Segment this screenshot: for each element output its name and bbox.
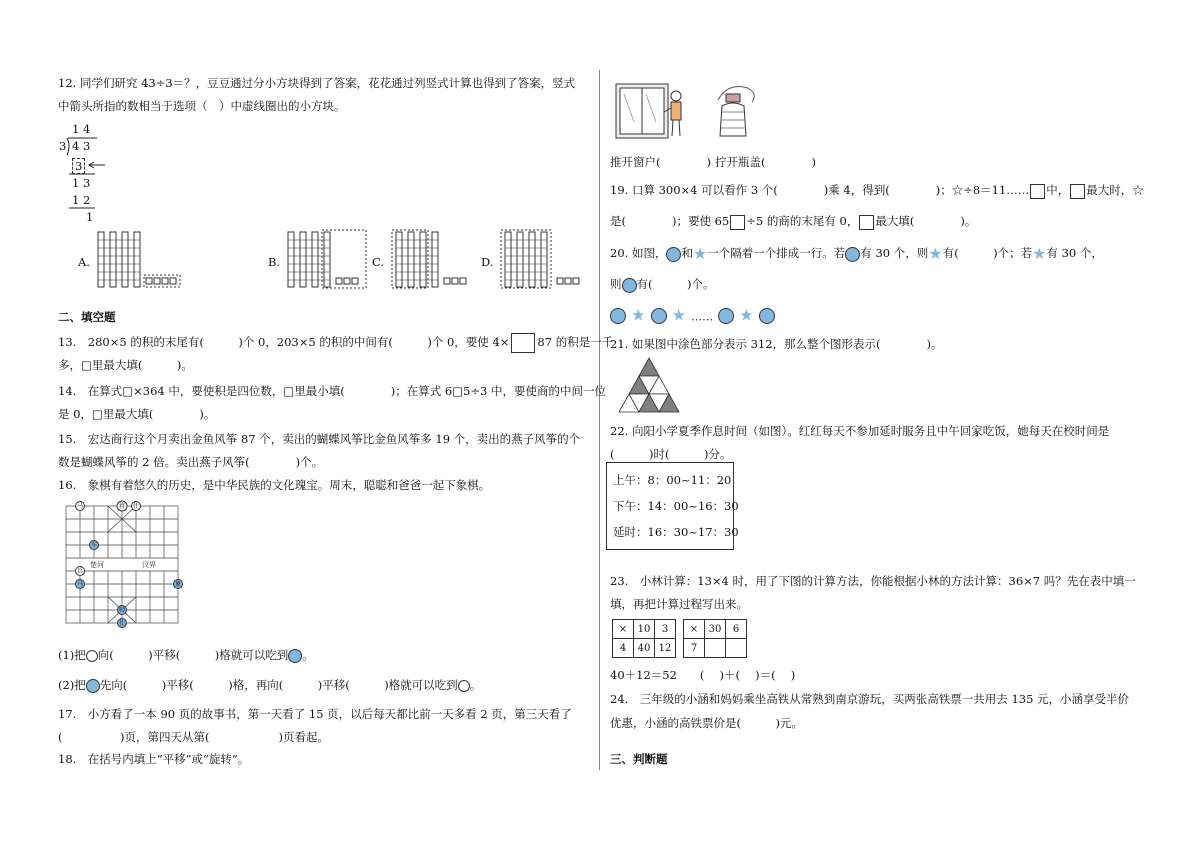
circle-icon (718, 308, 734, 324)
q17-line2: ( )页，第四天从第( )页看起。 (58, 730, 329, 744)
ma-piece-icon (86, 650, 98, 662)
option-b-label[interactable]: B. (268, 255, 281, 269)
q13-answer-box[interactable] (511, 333, 535, 353)
river-right: 汉界 (142, 561, 156, 569)
q15-line2: 数是蝴蝶风筝的 2 倍。卖出燕子风筝( )个。 (58, 455, 324, 469)
q15-line1: 15. 宏达商行这个月卖出金鱼风筝 87 个，卖出的蝴蝶风筝比金鱼风筝多 19 个，卖出的燕子风筝的个 (58, 432, 581, 446)
circle-icon (666, 247, 681, 262)
q14-line2: 是 0，□里最大填( )。 (58, 407, 216, 421)
q22-line1: 22. 向阳小学夏季作息时间（如图）。红红每天不参加延时服务且中午回家吃饭，她每天在校时间是 (610, 424, 1110, 438)
che-piece-icon (86, 679, 100, 693)
piece-bing: 兵 (76, 568, 84, 575)
section2-heading: 二、填空题 (58, 310, 116, 324)
q13-line2: 多，□里最大填( )。 (58, 358, 193, 372)
q20-text-d: 有 30 个，则 (860, 246, 929, 260)
column-divider (599, 70, 600, 770)
table-cell: 4 (613, 639, 634, 658)
option-d-label[interactable]: D. (481, 255, 494, 269)
star-icon: ★ (739, 305, 754, 325)
div-quotient: 1 4 (72, 122, 91, 136)
option-b-blocks (286, 230, 376, 290)
circle-icon (651, 308, 667, 324)
option-c-blocks (390, 230, 480, 290)
q19-text-d: 是( )；要使 65 (610, 214, 730, 228)
div-rem1: 1 3 (72, 176, 91, 190)
division-lines (55, 118, 175, 228)
section3-heading: 三、判断题 (610, 752, 668, 766)
bottle-image (708, 80, 768, 140)
q20-text-g: 则 (610, 277, 622, 291)
chess-board (62, 502, 187, 627)
q20-text-e: 有( )个；若 (942, 246, 1033, 260)
answer-table (683, 619, 747, 658)
piece-shi-bottom: 仕 (118, 620, 126, 627)
circle-icon (622, 278, 637, 293)
table-cell: 7 (684, 639, 705, 658)
table-cell: 30 (705, 620, 726, 639)
schedule-box (606, 462, 739, 550)
schedule-morning: 上午：8：00~11：20 (613, 473, 732, 487)
river-left: 楚河 (90, 561, 104, 569)
table-cell: 6 (726, 620, 747, 639)
piece-ma-blue: 马 (76, 581, 84, 588)
piece-ma-top: 马 (76, 503, 84, 510)
q19-text-b: 中， (1046, 183, 1070, 197)
piece-shi-top: 仕 (132, 503, 140, 510)
triangle-figure (616, 356, 686, 414)
q16-p1-text-a: (1)把 (58, 648, 86, 662)
answer-cell[interactable] (726, 639, 747, 658)
star-icon: ★ (692, 244, 708, 263)
q13-text-a: 13. 280×5 的积的末尾有( )个 0，203×5 的积的中间有( )个 0，要使 4× (58, 335, 510, 349)
q18-line: 18. 在括号内填上“平移”或“旋转”。 (58, 752, 250, 766)
q16-p2-text-c: 。 (469, 678, 482, 692)
q24-line2: 优惠，小涵的高铁票价是( )元。 (610, 716, 803, 730)
piece-jiang: 将 (118, 503, 126, 510)
q19-digit-box-2[interactable] (859, 215, 874, 230)
q18-window: 推开窗户( ) (610, 155, 711, 169)
q12-line1: 12. 同学们研究 43÷3＝？，豆豆通过分小方块得到了答案，花花通过列竖式计算也得到了答案，竖式 (58, 76, 576, 90)
piece-che: 车 (90, 542, 98, 549)
q19-remainder-box-2[interactable] (1070, 184, 1085, 199)
q16-part1 (58, 648, 314, 663)
q20-sequence (610, 305, 775, 325)
option-d-blocks (499, 230, 594, 290)
sequence-ellipsis: …… (691, 310, 714, 324)
circle-icon (610, 308, 626, 324)
div-step2: 1 2 (72, 193, 91, 207)
table-cell: 3 (655, 620, 676, 639)
option-a-label[interactable]: A. (78, 255, 90, 269)
q20-line1 (610, 246, 1103, 262)
q17-line1: 17. 小方看了一本 90 页的故事书，第一天看了 15 页，以后每天都比前一天多看 2 页，第三天看了 (58, 707, 572, 721)
shuai-piece-icon (458, 680, 470, 692)
table-cell: × (684, 620, 705, 639)
q19-text-e: ÷5 的商的末尾有 0， (746, 214, 859, 228)
circle-icon (845, 247, 860, 262)
star-icon: ★ (1032, 244, 1047, 263)
q19-text-a: 19. 口算 300×4 可以看作 3 个( )乘 4，得到( )；☆÷8＝11…… (610, 183, 1030, 197)
option-a-blocks (96, 230, 186, 290)
piece-xiang: 象 (174, 581, 182, 588)
q20-text-a: 20. 如图， (610, 246, 667, 260)
q19-digit-box[interactable] (730, 215, 745, 230)
q16-line1: 16. 象棋有着悠久的历史，是中华民族的文化瑰宝。周末，聪聪和爸爸一起下象棋。 (58, 478, 491, 492)
q18-bottle: 拧开瓶盖( ) (715, 155, 816, 169)
q16-p2-text-a: (2)把 (58, 678, 86, 692)
q20-text-c: 一个隔着一个排成一行。若 (707, 246, 846, 260)
example-table (612, 619, 676, 658)
div-rem2: 1 (86, 210, 94, 224)
q19-text-c: 最大时，☆ (1086, 183, 1144, 197)
div-dividend: 4 3 (72, 139, 91, 153)
star-icon: ★ (631, 305, 646, 325)
q23-equation: 40＋12＝52 ( )＋( )＝( ) (610, 668, 796, 682)
answer-cell[interactable] (705, 639, 726, 658)
q19-remainder-box[interactable] (1030, 184, 1045, 199)
q12-line2: 中箭头所指的数相当于选项（ ）中虚线圈出的小方块。 (58, 99, 346, 113)
q24-line1: 24. 三年级的小涵和妈妈乘坐高铁从常熟到南京游玩，买两张高铁票一共用去 135 元，小涵享受半价 (610, 692, 1130, 706)
q22-line2: ( )时( )分。 (610, 447, 732, 461)
q20-text-b: 和 (681, 246, 693, 260)
q14-line1: 14. 在算式□×364 中，要使积是四位数，□里最小填( )；在算式 6□5÷3 中，要使商的中间一位 (58, 384, 606, 398)
circle-icon (759, 308, 775, 324)
q19-line2 (610, 214, 976, 230)
table-cell: × (613, 620, 634, 639)
q13-line1 (58, 333, 613, 353)
div-step1: 3 (72, 158, 85, 174)
q16-part2 (58, 678, 481, 693)
q13-text-b: 87 的积是一千 (537, 335, 614, 349)
q20-text-f: 有 30 个， (1046, 246, 1103, 260)
table-cell: 10 (634, 620, 655, 639)
div-divisor: 3 (59, 139, 67, 153)
q23-line1: 23. 小林计算：13×4 时，用了下图的计算方法，你能根据小林的方法计算：36×7 吗？先在表中填一 (610, 574, 1136, 588)
q16-p1-text-b: 向( )平移( )格就可以吃到 (97, 648, 289, 662)
q19-line1 (610, 183, 1144, 199)
window-image (614, 82, 694, 142)
table-cell: 12 (655, 639, 676, 658)
schedule-extended: 延时：16：30~17：30 (613, 525, 739, 539)
q21-line: 21. 如果图中涂色部分表示 312，那么整个图形表示( )。 (610, 337, 943, 351)
piece-shuai: 帅 (118, 607, 126, 614)
star-icon: ★ (671, 305, 686, 325)
q23-line2: 填，再把计算过程写出来。 (610, 597, 748, 611)
target-piece-icon (288, 649, 302, 663)
q19-text-f: 最大填( )。 (875, 214, 977, 228)
star-icon: ★ (928, 244, 943, 263)
schedule-afternoon: 下午：14：00~16：30 (613, 499, 739, 513)
q20-text-h: 有( )个。 (636, 277, 715, 291)
table-cell: 40 (634, 639, 655, 658)
q16-p1-text-c: 。 (302, 648, 314, 662)
q16-p2-text-b: 先向( )平移( )格，再向( )平移( )格就可以吃到 (99, 678, 458, 692)
option-c-label[interactable]: C. (372, 255, 385, 269)
q20-line2 (610, 277, 714, 293)
